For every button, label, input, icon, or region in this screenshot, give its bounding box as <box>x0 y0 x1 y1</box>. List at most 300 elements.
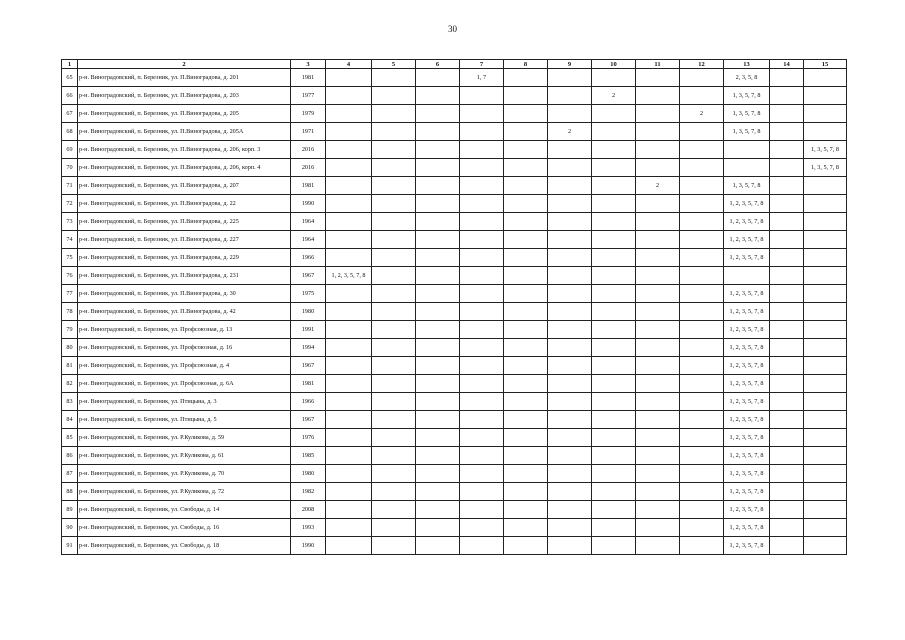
row-number-cell: 89 <box>62 501 78 519</box>
table-cell <box>636 357 680 375</box>
table-cell: 1, 7 <box>460 69 504 87</box>
table-cell: 1, 2, 3, 5, 7, 8 <box>724 339 770 357</box>
table-cell <box>680 483 724 501</box>
table-cell: 1, 2, 3, 5, 7, 8 <box>724 411 770 429</box>
table-cell <box>372 69 416 87</box>
table-cell <box>548 141 592 159</box>
table-cell <box>592 249 636 267</box>
address-cell: р-н. Виноградовский, п. Березник, ул. П.Виноградова, д. 206, корп. 4 <box>78 159 291 177</box>
table-cell <box>804 321 847 339</box>
table-cell <box>548 357 592 375</box>
table-cell <box>724 267 770 285</box>
table-cell <box>326 87 372 105</box>
table-cell <box>636 501 680 519</box>
table-row <box>62 339 847 357</box>
table-cell <box>416 321 460 339</box>
table-cell <box>592 285 636 303</box>
table-cell <box>770 123 804 141</box>
table-row <box>62 537 847 555</box>
table-cell <box>460 213 504 231</box>
table-cell <box>326 375 372 393</box>
table-cell <box>504 69 548 87</box>
table-cell <box>770 141 804 159</box>
address-cell: р-н. Виноградовский, п. Березник, ул. Птицына, д. 5 <box>78 411 291 429</box>
year-cell: 1993 <box>291 519 326 537</box>
address-cell: р-н. Виноградовский, п. Березник, ул. П.Виноградова, д. 205А <box>78 123 291 141</box>
table-cell <box>770 483 804 501</box>
table-cell <box>372 159 416 177</box>
table-cell <box>636 303 680 321</box>
table-header-row <box>62 60 847 69</box>
table-cell <box>326 519 372 537</box>
table-cell <box>770 447 804 465</box>
table-cell <box>372 321 416 339</box>
table-cell <box>326 501 372 519</box>
table-cell <box>636 447 680 465</box>
table-cell <box>770 267 804 285</box>
table-cell <box>804 195 847 213</box>
table-row <box>62 177 847 195</box>
address-cell: р-н. Виноградовский, п. Березник, ул. П.Виноградова, д. 30 <box>78 285 291 303</box>
table-cell <box>636 321 680 339</box>
table-cell <box>592 123 636 141</box>
table-cell <box>372 285 416 303</box>
table-cell: 1, 3, 5, 7, 8 <box>804 141 847 159</box>
buildings-table <box>61 59 847 555</box>
table-cell <box>416 357 460 375</box>
year-cell: 1982 <box>291 483 326 501</box>
table-cell <box>504 267 548 285</box>
table-row <box>62 141 847 159</box>
table-cell <box>326 177 372 195</box>
table-row <box>62 375 847 393</box>
table-cell <box>372 195 416 213</box>
table-cell <box>548 321 592 339</box>
table-cell <box>636 159 680 177</box>
table-cell <box>804 375 847 393</box>
table-cell <box>680 231 724 249</box>
table-cell <box>416 465 460 483</box>
year-cell: 1985 <box>291 447 326 465</box>
table-cell: 1, 2, 3, 5, 7, 8 <box>724 249 770 267</box>
table-cell <box>504 321 548 339</box>
table-cell <box>460 123 504 141</box>
table-cell <box>548 339 592 357</box>
table-cell <box>548 519 592 537</box>
table-cell: 2 <box>636 177 680 195</box>
table-cell <box>504 501 548 519</box>
table-cell <box>770 69 804 87</box>
table-cell: 1, 2, 3, 5, 7, 8 <box>326 267 372 285</box>
year-cell: 1990 <box>291 537 326 555</box>
table-cell <box>326 141 372 159</box>
table-cell <box>724 141 770 159</box>
table-row <box>62 249 847 267</box>
table-cell <box>372 429 416 447</box>
table-cell <box>680 357 724 375</box>
table-cell: 2 <box>592 87 636 105</box>
table-cell <box>548 447 592 465</box>
table-cell <box>372 483 416 501</box>
table-cell <box>416 231 460 249</box>
table-cell <box>460 501 504 519</box>
table-cell <box>592 141 636 159</box>
row-number-cell: 84 <box>62 411 78 429</box>
table-cell <box>804 357 847 375</box>
table-cell <box>680 285 724 303</box>
table-cell <box>416 483 460 501</box>
table-row <box>62 357 847 375</box>
address-cell: р-н. Виноградовский, п. Березник, ул. Р.Куликова, д. 72 <box>78 483 291 501</box>
table-row <box>62 285 847 303</box>
table-cell: 2, 3, 5, 8 <box>724 69 770 87</box>
year-cell: 1994 <box>291 339 326 357</box>
table-cell <box>504 411 548 429</box>
table-cell <box>592 213 636 231</box>
column-header: 2 <box>78 60 291 69</box>
table-cell <box>592 357 636 375</box>
table-cell <box>548 177 592 195</box>
table-cell <box>636 87 680 105</box>
table-cell <box>504 339 548 357</box>
table-cell <box>804 339 847 357</box>
table-cell: 1, 3, 5, 7, 8 <box>724 123 770 141</box>
table-cell <box>372 249 416 267</box>
row-number-cell: 88 <box>62 483 78 501</box>
table-cell <box>504 159 548 177</box>
table-cell <box>460 87 504 105</box>
table-cell: 1, 2, 3, 5, 7, 8 <box>724 465 770 483</box>
table-cell <box>460 483 504 501</box>
row-number-cell: 83 <box>62 393 78 411</box>
table-cell <box>504 303 548 321</box>
table-cell <box>548 159 592 177</box>
table-cell: 1, 3, 5, 7, 8 <box>724 87 770 105</box>
table-cell <box>326 69 372 87</box>
table-row <box>62 105 847 123</box>
year-cell: 1966 <box>291 393 326 411</box>
year-cell: 1967 <box>291 357 326 375</box>
year-cell: 1980 <box>291 303 326 321</box>
table-cell <box>636 429 680 447</box>
table-cell <box>372 375 416 393</box>
address-cell: р-н. Виноградовский, п. Березник, ул. П.Виноградова, д. 22 <box>78 195 291 213</box>
table-cell <box>804 285 847 303</box>
table-cell <box>504 285 548 303</box>
table-row <box>62 303 847 321</box>
table-cell <box>372 303 416 321</box>
table-cell <box>460 537 504 555</box>
address-cell: р-н. Виноградовский, п. Березник, ул. П.Виноградова, д. 207 <box>78 177 291 195</box>
table-row <box>62 87 847 105</box>
table-cell <box>636 375 680 393</box>
column-header: 5 <box>372 60 416 69</box>
year-cell: 1981 <box>291 177 326 195</box>
table-cell <box>416 105 460 123</box>
table-cell <box>372 87 416 105</box>
table-cell <box>804 411 847 429</box>
table-cell: 1, 3, 5, 7, 8 <box>804 159 847 177</box>
table-cell <box>504 123 548 141</box>
table-cell <box>326 411 372 429</box>
table-cell <box>460 375 504 393</box>
table-cell <box>548 267 592 285</box>
table-row <box>62 393 847 411</box>
table-cell <box>636 105 680 123</box>
table-row <box>62 267 847 285</box>
table-cell <box>592 429 636 447</box>
table-cell <box>680 123 724 141</box>
table-cell <box>680 69 724 87</box>
column-header: 13 <box>724 60 770 69</box>
table-cell <box>804 105 847 123</box>
table-cell <box>592 303 636 321</box>
table-cell <box>548 231 592 249</box>
table-cell: 1, 2, 3, 5, 7, 8 <box>724 483 770 501</box>
row-number-cell: 80 <box>62 339 78 357</box>
table-cell <box>804 501 847 519</box>
table-cell <box>504 375 548 393</box>
table-cell <box>770 375 804 393</box>
table-cell <box>770 411 804 429</box>
table-cell <box>804 249 847 267</box>
row-number-cell: 66 <box>62 87 78 105</box>
table-cell <box>548 429 592 447</box>
table-row <box>62 69 847 87</box>
table-cell <box>592 339 636 357</box>
table-cell: 1, 2, 3, 5, 7, 8 <box>724 429 770 447</box>
table-cell <box>636 195 680 213</box>
table-cell <box>724 159 770 177</box>
table-cell <box>416 303 460 321</box>
table-cell <box>804 231 847 249</box>
table-cell <box>592 195 636 213</box>
table-cell <box>548 375 592 393</box>
table-cell <box>504 465 548 483</box>
row-number-cell: 79 <box>62 321 78 339</box>
table-cell <box>770 105 804 123</box>
table-cell: 1, 2, 3, 5, 7, 8 <box>724 537 770 555</box>
column-header: 7 <box>460 60 504 69</box>
table-cell <box>326 465 372 483</box>
table-cell <box>680 537 724 555</box>
table-cell <box>636 483 680 501</box>
table-row <box>62 159 847 177</box>
table-cell: 1, 2, 3, 5, 7, 8 <box>724 195 770 213</box>
year-cell: 1964 <box>291 231 326 249</box>
table-cell <box>460 339 504 357</box>
table-cell <box>504 357 548 375</box>
table-cell <box>460 429 504 447</box>
table-cell <box>504 483 548 501</box>
table-cell <box>592 447 636 465</box>
table-cell <box>680 249 724 267</box>
table-cell <box>770 285 804 303</box>
address-cell: р-н. Виноградовский, п. Березник, ул. Свободы, д. 14 <box>78 501 291 519</box>
table-cell <box>592 537 636 555</box>
table-cell <box>548 213 592 231</box>
address-cell: р-н. Виноградовский, п. Березник, ул. Профсоюзная, д. 6А <box>78 375 291 393</box>
address-cell: р-н. Виноградовский, п. Березник, ул. Профсоюзная, д. 4 <box>78 357 291 375</box>
table-cell <box>326 105 372 123</box>
address-cell: р-н. Виноградовский, п. Березник, ул. Свободы, д. 16 <box>78 519 291 537</box>
address-cell: р-н. Виноградовский, п. Березник, ул. П.Виноградова, д. 206, корп. 3 <box>78 141 291 159</box>
table-cell <box>770 213 804 231</box>
table-cell <box>460 141 504 159</box>
row-number-cell: 77 <box>62 285 78 303</box>
row-number-cell: 65 <box>62 69 78 87</box>
table-cell <box>460 465 504 483</box>
table-cell <box>504 429 548 447</box>
table-cell <box>680 177 724 195</box>
table-cell <box>680 303 724 321</box>
table-cell <box>372 141 416 159</box>
table-cell <box>680 195 724 213</box>
column-header: 3 <box>291 60 326 69</box>
table-cell <box>592 483 636 501</box>
year-cell: 1981 <box>291 69 326 87</box>
year-cell: 1990 <box>291 195 326 213</box>
table-cell <box>680 321 724 339</box>
address-cell: р-н. Виноградовский, п. Березник, ул. Р.Куликова, д. 61 <box>78 447 291 465</box>
table-cell: 1, 2, 3, 5, 7, 8 <box>724 519 770 537</box>
address-cell: р-н. Виноградовский, п. Березник, ул. Р.Куликова, д. 59 <box>78 429 291 447</box>
table-row <box>62 213 847 231</box>
table-cell <box>770 393 804 411</box>
table-cell <box>460 159 504 177</box>
table-cell <box>326 285 372 303</box>
table-cell: 1, 2, 3, 5, 7, 8 <box>724 375 770 393</box>
table-cell <box>416 285 460 303</box>
table-cell <box>804 213 847 231</box>
table-cell <box>592 465 636 483</box>
year-cell: 1980 <box>291 465 326 483</box>
table-cell <box>460 393 504 411</box>
table-cell <box>460 267 504 285</box>
table-cell <box>804 303 847 321</box>
table-cell <box>770 321 804 339</box>
table-cell <box>416 429 460 447</box>
address-cell: р-н. Виноградовский, п. Березник, ул. П.Виноградова, д. 225 <box>78 213 291 231</box>
table-cell <box>416 393 460 411</box>
year-cell: 2016 <box>291 141 326 159</box>
table-cell <box>372 231 416 249</box>
table-cell: 1, 2, 3, 5, 7, 8 <box>724 231 770 249</box>
table-cell <box>460 285 504 303</box>
table-cell: 2 <box>680 105 724 123</box>
row-number-cell: 72 <box>62 195 78 213</box>
table-cell <box>592 393 636 411</box>
table-cell <box>326 231 372 249</box>
table-cell <box>326 393 372 411</box>
table-cell <box>504 519 548 537</box>
address-cell: р-н. Виноградовский, п. Березник, ул. П.Виноградова, д. 227 <box>78 231 291 249</box>
table-row <box>62 321 847 339</box>
row-number-cell: 71 <box>62 177 78 195</box>
table-cell <box>326 213 372 231</box>
table-cell <box>504 105 548 123</box>
table-cell <box>504 537 548 555</box>
table-cell <box>636 231 680 249</box>
table-cell <box>326 123 372 141</box>
page-number: 30 <box>448 24 457 34</box>
table-cell <box>548 105 592 123</box>
table-cell <box>548 87 592 105</box>
year-cell: 1964 <box>291 213 326 231</box>
table-cell <box>460 357 504 375</box>
table-cell <box>326 483 372 501</box>
table-cell <box>592 231 636 249</box>
year-cell: 2016 <box>291 159 326 177</box>
row-number-cell: 69 <box>62 141 78 159</box>
table-cell <box>636 537 680 555</box>
table-cell <box>548 69 592 87</box>
table-cell <box>636 339 680 357</box>
table-cell <box>548 393 592 411</box>
table-cell <box>416 411 460 429</box>
table-row <box>62 447 847 465</box>
address-cell: р-н. Виноградовский, п. Березник, ул. П.Виноградова, д. 201 <box>78 69 291 87</box>
table-cell <box>770 159 804 177</box>
table-body <box>62 69 847 555</box>
table-cell <box>326 357 372 375</box>
address-cell: р-н. Виноградовский, п. Березник, ул. Профсоюзная, д. 16 <box>78 339 291 357</box>
address-cell: р-н. Виноградовский, п. Березник, ул. Р.Куликова, д. 70 <box>78 465 291 483</box>
table-cell <box>326 249 372 267</box>
row-number-cell: 85 <box>62 429 78 447</box>
table-cell <box>416 501 460 519</box>
table-cell <box>326 537 372 555</box>
table-cell <box>460 411 504 429</box>
table-cell <box>326 159 372 177</box>
table-cell <box>680 339 724 357</box>
row-number-cell: 90 <box>62 519 78 537</box>
table-cell <box>504 87 548 105</box>
table-cell: 1, 2, 3, 5, 7, 8 <box>724 357 770 375</box>
table-cell <box>416 159 460 177</box>
table-cell <box>548 285 592 303</box>
table-cell <box>504 195 548 213</box>
table-cell <box>416 519 460 537</box>
row-number-cell: 82 <box>62 375 78 393</box>
row-number-cell: 67 <box>62 105 78 123</box>
table-cell <box>504 213 548 231</box>
table-cell <box>372 393 416 411</box>
table-cell <box>592 69 636 87</box>
table-cell <box>416 177 460 195</box>
table-cell <box>770 465 804 483</box>
table-cell: 1, 2, 3, 5, 7, 8 <box>724 213 770 231</box>
table-cell <box>804 123 847 141</box>
table-cell <box>504 447 548 465</box>
column-header: 8 <box>504 60 548 69</box>
table-cell: 1, 3, 5, 7, 8 <box>724 105 770 123</box>
table-cell <box>548 303 592 321</box>
year-cell: 1991 <box>291 321 326 339</box>
address-cell: р-н. Виноградовский, п. Березник, ул. П.Виноградова, д. 42 <box>78 303 291 321</box>
table-cell <box>416 267 460 285</box>
table-cell <box>548 411 592 429</box>
row-number-cell: 74 <box>62 231 78 249</box>
table-cell <box>372 501 416 519</box>
table-cell: 1, 2, 3, 5, 7, 8 <box>724 501 770 519</box>
table-cell <box>592 105 636 123</box>
table-cell <box>770 303 804 321</box>
table-cell <box>804 519 847 537</box>
table-cell <box>804 483 847 501</box>
table-cell <box>548 249 592 267</box>
table-cell: 1, 2, 3, 5, 7, 8 <box>724 447 770 465</box>
